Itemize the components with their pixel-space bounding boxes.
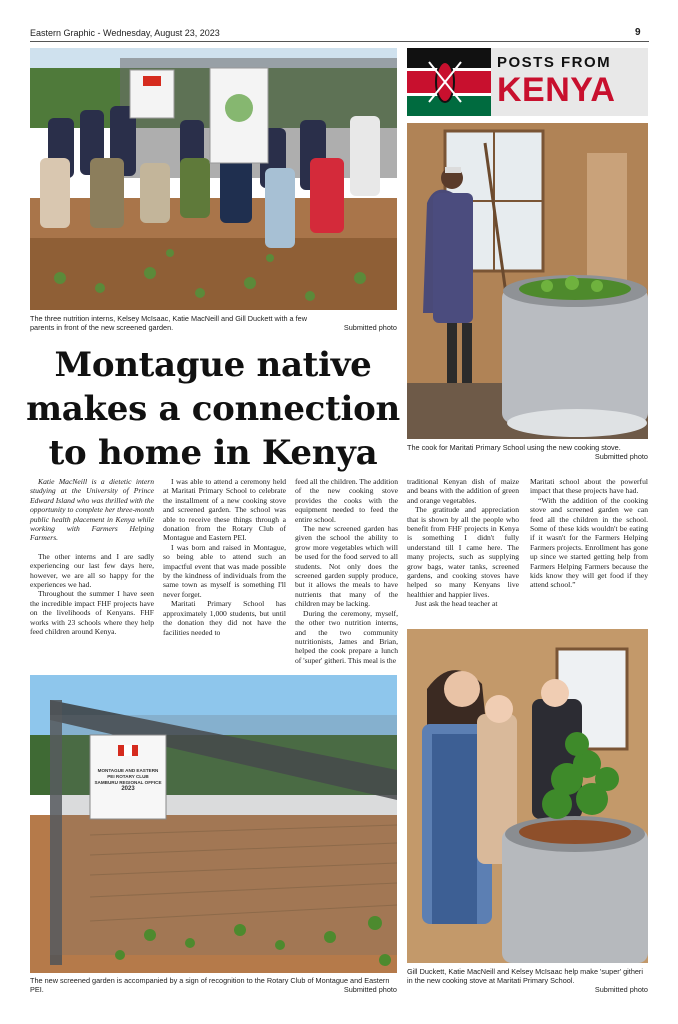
- garden-sign-line: PEI ROTARY CLUB: [107, 774, 149, 779]
- garden-sign-text: [92, 768, 164, 792]
- garden-sign-line: SAMBURU REGIONAL OFFICE: [94, 780, 162, 785]
- article-paragraph: Maritati school about the powerful impact that these projects have had.: [530, 477, 648, 496]
- kenya-flag-icon: [407, 48, 491, 116]
- article-paragraph: “With the addition of the cooking stove and screened garden we can feed all the children in the school. Some of these kids wouldn't be eating if it wasn't for the Farmers Helping Farmers projects. Enrollment has gone up since we started getting help from Farmers Helping Farmers because the kids know they will get food if they attend school.”: [530, 495, 648, 590]
- banner-kenya: KENYA: [497, 71, 616, 109]
- article-paragraph: Throughout the summer I have seen the incredible impact FHF projects have on the livelihoods of Kenyans. FHF works with 23 schools where they help feed children around Kenya.: [30, 589, 154, 637]
- article-paragraph: I was born and raised in Montague, so being able to attend such an impactful event that was made possible by the kindness of individuals from the same town as myself is something I'll never forget.: [163, 542, 286, 599]
- garden-sign-line: MONTAGUE AND EASTERN: [97, 768, 159, 773]
- photo-screened-garden: [30, 675, 397, 973]
- photo-group-garden-caption: The three nutrition interns, Kelsey McIsaac, Katie MacNeill and Gill Duckett with a few parents in front of the new screened garden.: [30, 314, 307, 332]
- photo-group-garden: [30, 48, 397, 310]
- article-paragraph: Maritati Primary School has approximately 1,000 students, but until the donation they did not have the facilities needed to: [163, 599, 286, 637]
- photo-interns-githeri: [407, 629, 648, 963]
- photo-group-garden-credit: Submitted photo: [343, 323, 397, 332]
- article-paragraph: feed all the children. The addition of the new cooking stove provides the cooks with the equipment needed to feed the entire school.: [295, 477, 398, 524]
- article-headline: [26, 343, 400, 475]
- header-rule: [30, 41, 649, 42]
- photo-screened-garden-credit: Submitted photo: [343, 985, 397, 994]
- page-number: 9: [635, 27, 641, 38]
- article-paragraph: traditional Kenyan dish of maize and beans with the addition of green and orange vegetables.: [407, 477, 519, 505]
- posts-from-kenya-banner: [407, 48, 648, 116]
- article-paragraph: Just ask the head teacher at: [415, 599, 498, 609]
- headline-line-3: to home in Kenya: [48, 433, 378, 473]
- article-paragraph: I was able to attend a ceremony held at Maritati Primary School to celebrate the installment of a new cooking stove and screened garden. The school was able to receive these things through a donation from the Rotary Club of Montague and Eastern PEI.: [163, 477, 286, 543]
- article-column-3: [295, 477, 398, 665]
- banner-posts-from: POSTS FROM: [497, 54, 612, 71]
- article-column-1: [30, 477, 154, 637]
- photo-cook-stove: [407, 123, 648, 439]
- article-paragraph: The gratitude and appreciation that is shown by all the people who benefit from FHF projects in Kenya is something I didn't fully understand till I came here. The many projects, such as supplying grow bags, water tanks, screened gardens, and cooking stoves have helped so many Kenyans live healthier and happier lives.: [407, 505, 519, 599]
- article-intro: Katie MacNeill is a dietetic intern studying at the University of Prince Edward Island who was thrilled with the opportunity to complete her three-month public health placement in Kenya while working with Farmers Helping Farmers.: [30, 477, 154, 543]
- headline-line-1: Montague native: [54, 345, 372, 385]
- photo-group-garden-image: [30, 48, 397, 310]
- photo-screened-garden-caption: The new screened garden is accompanied by a sign of recognition to the Rotary Club of Montague and Eastern PEI.: [30, 976, 390, 994]
- article-paragraph: The new screened garden has given the school the ability to grow more vegetables which will be used for the food served to all students. Not only does the screened garden supply produce, but it allows the meals to have nutrients that many of the children may be lacking.: [295, 524, 398, 609]
- headline-line-2: makes a connection: [26, 389, 400, 429]
- photo-interns-githeri-image: [407, 629, 648, 963]
- article-paragraph: During the ceremony, myself, the other two nutrition interns, and the two community nutritionists, James and Brian, helped the cook prepare a lunch of 'super' githeri. This meal is the: [295, 608, 398, 665]
- publication-date-line: Eastern Graphic - Wednesday, August 23, 2023: [30, 28, 220, 38]
- photo-cook-stove-image: [407, 123, 648, 439]
- article-paragraph: The other interns and I are sadly experiencing our last few days here, however, we are all so happy for the experiences we had.: [30, 551, 154, 590]
- article-column-2: [163, 477, 286, 637]
- photo-cook-stove-credit: Submitted photo: [594, 452, 648, 461]
- article-column-5: [530, 477, 648, 590]
- article-column-4: [407, 477, 519, 609]
- photo-interns-githeri-caption: Gill Duckett, Katie MacNeill and Kelsey McIsaac help make 'super' githeri in the new cooking stove at Maritati Primary School.: [407, 967, 643, 985]
- garden-sign-year: 2023: [121, 786, 135, 792]
- photo-screened-garden-image: [30, 675, 397, 973]
- photo-interns-githeri-credit: Submitted photo: [594, 985, 648, 994]
- photo-cook-stove-caption: The cook for Maritati Primary School using the new cooking stove.: [407, 443, 621, 452]
